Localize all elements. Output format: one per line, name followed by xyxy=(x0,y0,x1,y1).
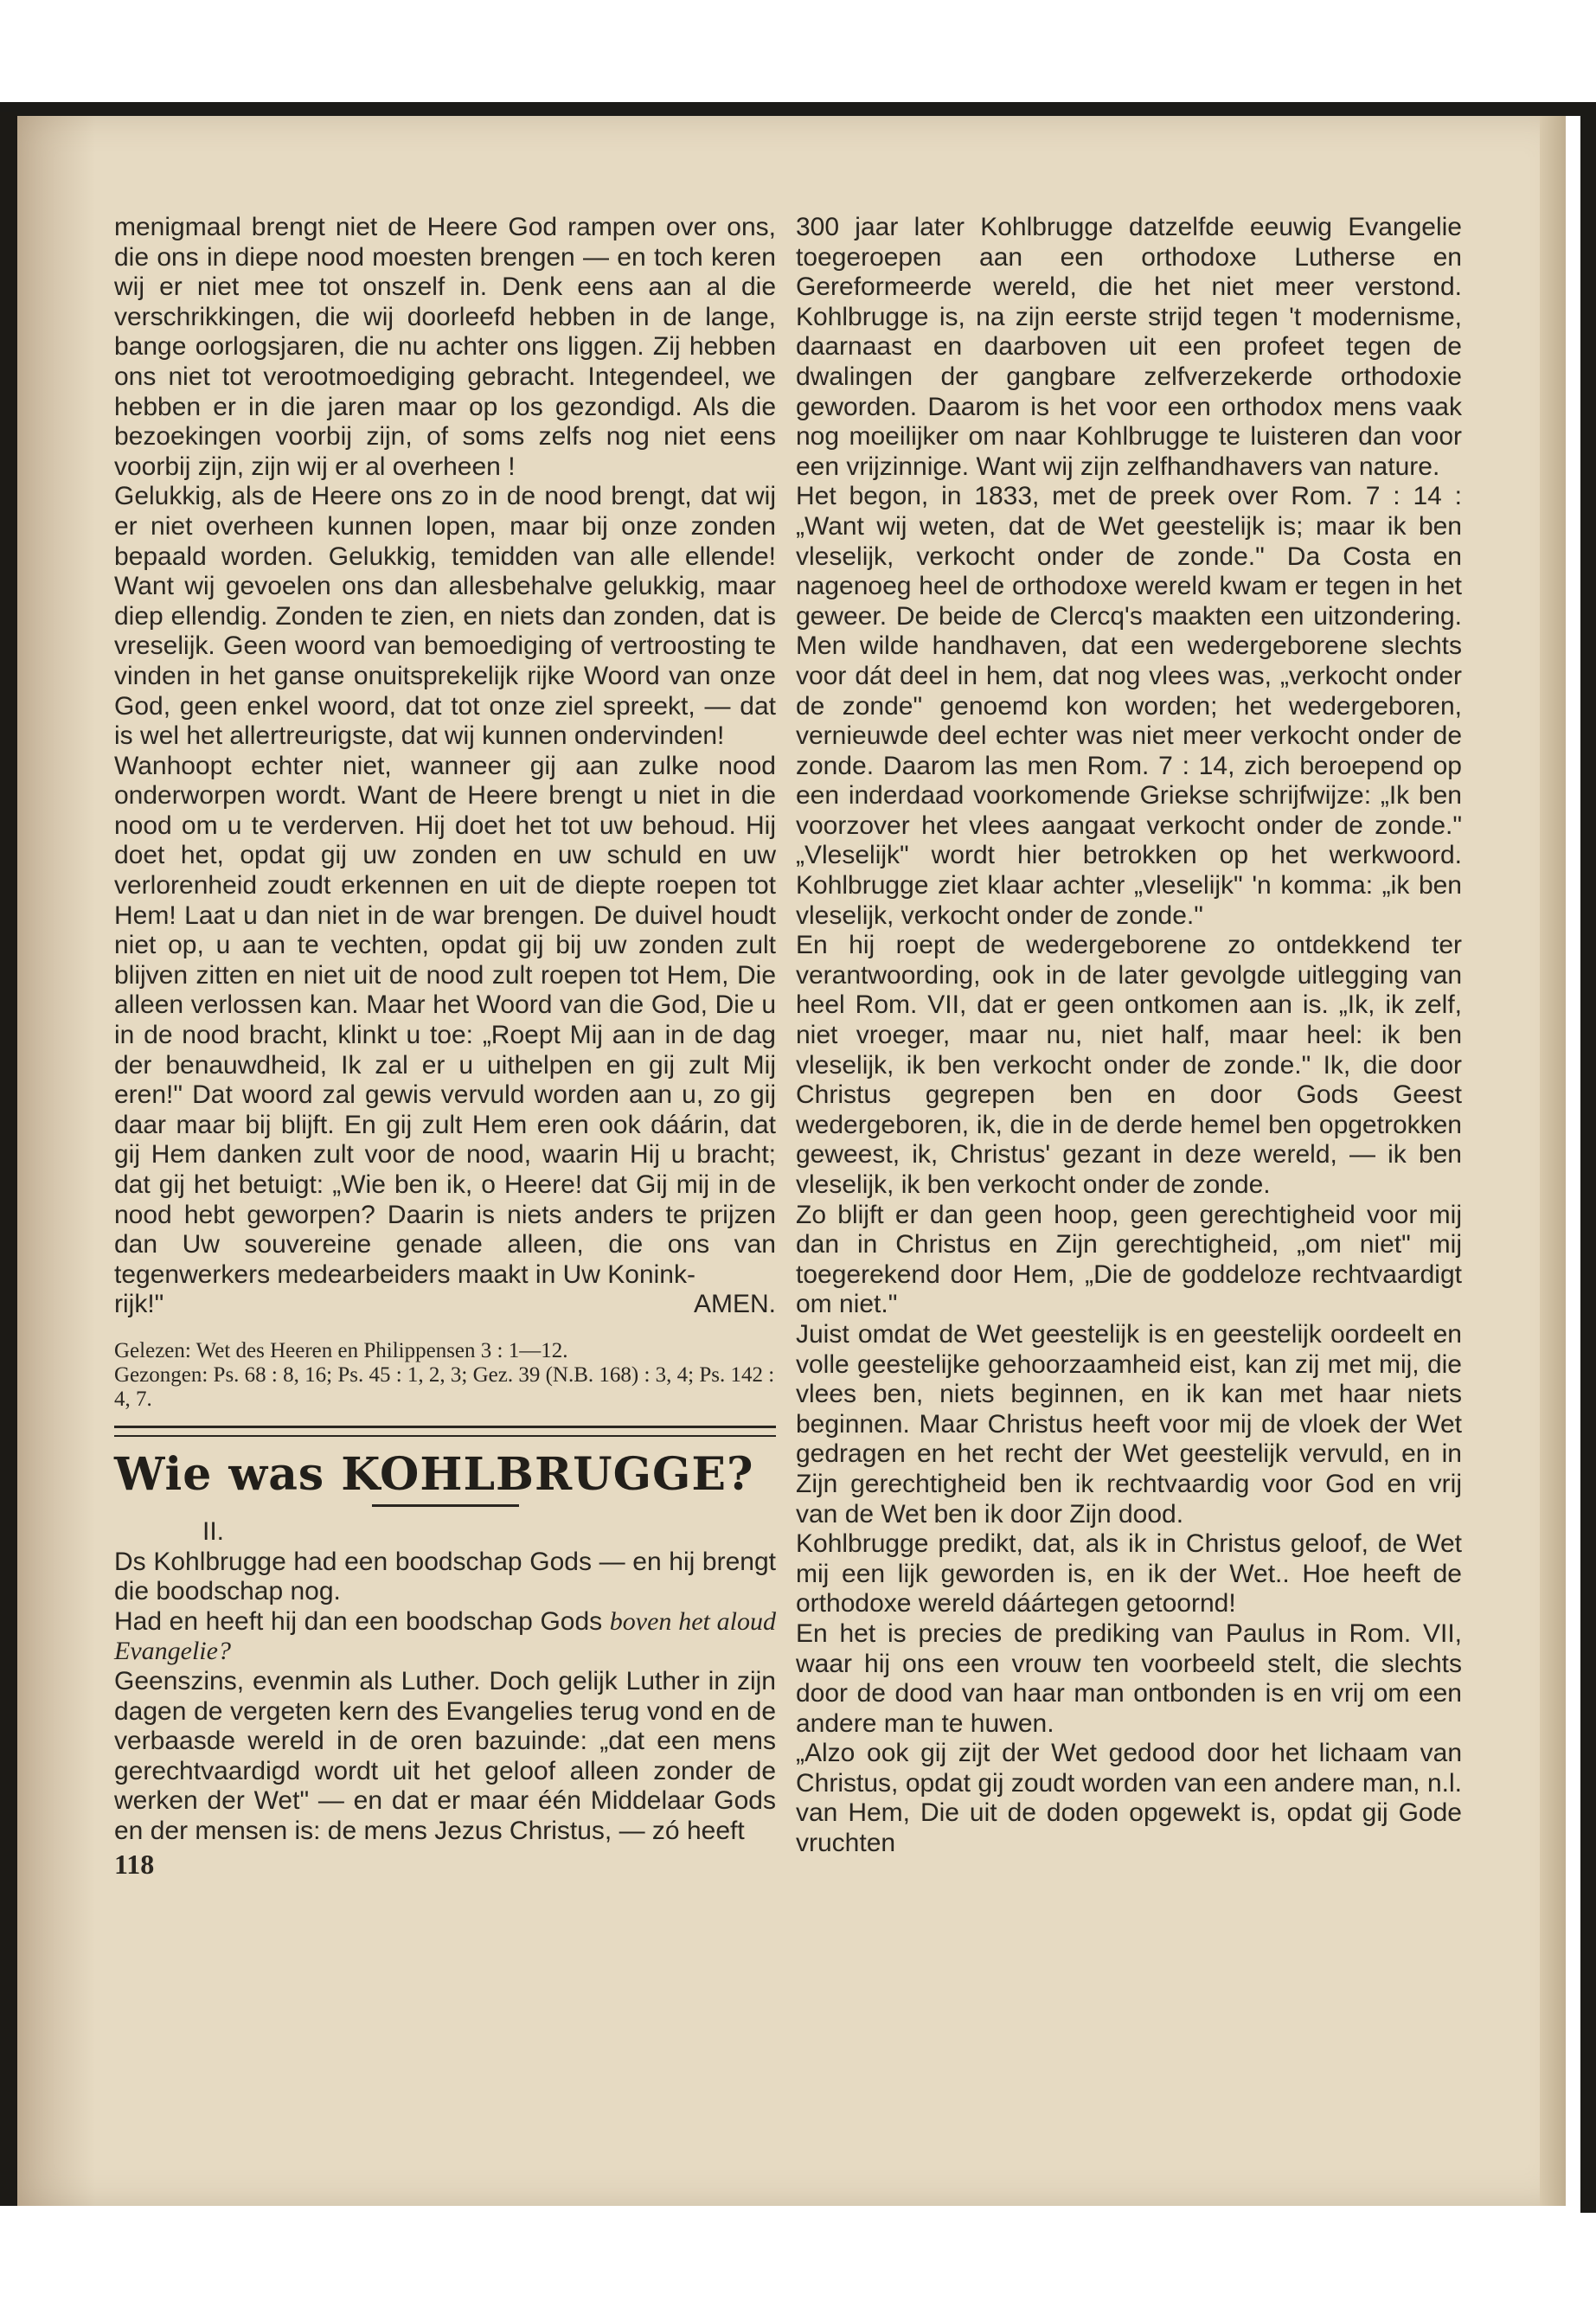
hymns-note: Gezongen: Ps. 68 : 8, 16; Ps. 45 : 1, 2, 3; Gez. 39 (N.B. 168) : 3, 4; Ps. 142 : 4, 7. xyxy=(114,1362,775,1411)
article-part: II. xyxy=(202,1516,225,1546)
book-spine xyxy=(0,112,17,2206)
readings-note: Gelezen: Wet des Heeren en Philippensen 3 : 1—12. xyxy=(114,1338,568,1362)
sermon-paragraph-1: menigmaal brengt niet de Heere God rampen over ons, die ons in diepe nood moesten brengen — en toch keren wij er niet mee tot onszelf in. Denk eens aan al die verschrikkingen, die wij doorleefd hebben in de lange, bange oorlogsjaren, die nu achter ons liggen. Zij hebben ons niet tot verootmoediging gebracht. Integendeel, we hebben er in die jaren maar op los gezondigd. Als die bezoekingen voorbij zijn, of soms zelfs nog niet eens voorbij zijn, zijn wij er al overheen ! xyxy=(114,213,776,481)
scan-top-border xyxy=(0,102,1596,116)
right-paragraph-5: Juist omdat de Wet geestelijk is en geestelijk oordeelt en volle geestelijke gehoorzaamheid eist, kan zij met mij, die vlees ben, niets beginnen, en ik kan met haar niets beginnen. Maar Christus heeft voor mij de vloek der Wet gedragen en het recht der Wet geestelijk vervuld, en in Zijn gerechtigheid ben ik rechtvaardig voor God en vrij van de Wet ben ik door Zijn dood. xyxy=(796,1319,1462,1529)
page-edge xyxy=(1540,116,1566,2206)
sermon-paragraph-3: Wanhoopt echter niet, wanneer gij aan zulke nood onderworpen wordt. Want de Heere brengt u niet in die nood om u te verderven. Hij doet het tot uw behoud. Hij doet het, opdat gij uw zonden en uw schuld en uw verlorenheid zoudt erkennen en uit de diepte roepen tot Hem! Laat u dan niet in de war brengen. De duivel houdt niet op, u aan te vechten, opdat gij bij uw zonden zult blijven zitten en niet uit de nood zult roepen tot Hem, Die alleen verlossen kan. Maar het Woord van die God, Die u in de nood bracht, klinkt u toe: „Roept Mij aan in de dag der benauwdheid, Ik zal er u uithelpen en gij zult Mij eren!" Dat woord zal gewis vervuld worden aan u, zo gij daar maar bij blijft. En gij zult Hem eren ook dáárin, dat gij Hem danken zult voor de nood, waarin Hij u bracht; dat gij het betuigt: „Wie ben ik, o Heere! dat Gij mij in de nood hebt geworpen? Daarin is niets anders te prijzen dan Uw souvereine genade alleen, die ons van tegenwerkers medearbeiders maakt in Uw Konink- xyxy=(114,751,776,1289)
right-paragraph-8: „Alzo ook gij zijt der Wet gedood door het lichaam van Christus, opdat gij zoudt worden van een andere man, n.l. van Hem, Die uit de doden opgewekt is, opdat gij Gode vruchten xyxy=(796,1739,1462,1858)
right-paragraph-2: Het begon, in 1833, met de preek over Rom. 7 : 14 : „Want wij weten, dat de Wet geestelijk is; maar ik ben vleselijk, verkocht onder de zonde." Da Costa en nagenoeg heel de orthodoxe wereld kwam er tegen in het geweer. De beide de Clercq's maakten een uitzondering. Men wilde handhaven, dat een wedergeborene slechts voor dát deel in hem, dat nog vlees was, „verkocht onder de zonde" genoemd kon worden; het wedergeboren, vernieuwde deel echter was niet meer verkocht onder de zonde. Daarom las men Rom. 7 : 14, zich beroepend op een inderdaad voorkomende Griekse schrijfwijze: „Ik ben voorzover het vlees aangaat verkocht onder de zonde." „Vleselijk" wordt hier betrokken op het werkwoord. Kohlbrugge ziet klaar achter „vleselijk" 'n komma: „ik ben vleselijk, verkocht onder de zonde." xyxy=(796,482,1462,930)
section-divider xyxy=(114,1426,776,1437)
right-paragraph-7: En het is precies de prediking van Paulus in Rom. VII, waar hij ons een vrouw ten voorbeeld stelt, die slechts door de dood van haar man ontbonden is en vrij om een andere man te huwen. xyxy=(796,1618,1462,1738)
sermon-paragraph-2: Gelukkig, als de Heere ons zo in de nood brengt, dat wij er niet overheen kunnen lopen, maar bij onze zonden bepaald worden. Gelukkig, temidden van alle ellende! Want wij gevoelen ons dan allesbehalve gelukkig, maar diep ellendig. Zonden te zien, en niets dan zonden, dat is vreselijk. Geen woord van bemoediging of vertroosting te vinden in het ganse onuitsprekelijk rijke Woord van onze God, geen enkel woord, dat tot onze ziel spreekt, — dat is wel het allertreurigste, dat wij kunnen ondervinden! xyxy=(114,482,776,751)
closing-word: rijk!" xyxy=(114,1290,164,1319)
service-notes xyxy=(114,1339,776,1412)
right-paragraph-1: 300 jaar later Kohlbrugge datzelfde eeuwig Evangelie toegeroepen aan een orthodoxe Lutherse en Gereformeerde wereld, die het niet meer verstond. Kohlbrugge is, na zijn eerste strijd tegen 't modernisme, daarnaast en daarboven uit een profeet tegen de dwalingen der gangbare zelfverzekerde orthodoxie geworden. Daarom is het voor een orthodox mens vaak nog moeilijker om naar Kohlbrugge te luisteren dan voor een vrijzinnige. Want wij zijn zelfhandhavers van nature. xyxy=(796,213,1462,481)
article-question: Had en heeft hij dan een boodschap Gods xyxy=(114,1606,603,1636)
article-paragraph-3: Geenszins, evenmin als Luther. Doch gelijk Luther in zijn dagen de vergeten kern des Evangelies terug vond en de verbaasde wereld in de oren bazuinde: „dat een mens gerechtvaardigd wordt uit het geloof alleen zonder de werken der Wet" — en dat er maar één Middelaar Gods en der mensen is: de mens Jezus Christus, — zó heeft xyxy=(114,1666,776,1845)
page-number: 118 xyxy=(114,1848,155,1880)
title-underline xyxy=(372,1504,519,1507)
article-question-italic: boven het aloud Evangelie? xyxy=(114,1606,777,1666)
left-column xyxy=(114,213,776,1881)
book-page xyxy=(17,116,1566,2206)
article-title: Wie was KOHLBRUGGE? xyxy=(114,1447,754,1501)
article-paragraph-2 xyxy=(114,1607,776,1667)
right-paragraph-4: Zo blijft er dan geen hoop, geen gerechtigheid voor mij dan in Christus en Zijn gerechtigheid, „om niet" mij toegerekend door Hem, „Die de goddeloze rechtvaardigt om niet." xyxy=(796,1200,1462,1319)
right-column xyxy=(796,213,1462,1859)
right-paragraph-6: Kohlbrugge predikt, dat, als ik in Christus geloof, de Wet mij een lijk geworden is, en ik der Wet.. Hoe heeft de orthodoxe wereld dáártegen getoornd! xyxy=(796,1529,1462,1618)
closing-line xyxy=(114,1290,776,1320)
amen: AMEN. xyxy=(693,1290,776,1319)
right-paragraph-3: En hij roept de wedergeborene zo ontdekkend ter verantwoording, ook in de later gevolgde uitlegging van heel Rom. VII, dat er geen ontkomen aan is. „Ik, ik zelf, niet vroeger, maar nu, niet half, maar heel: ik ben vleselijk, ik ben verkocht onder de zonde." Ik, die door Christus gegrepen ben en door Gods Geest wedergeboren, ik, die in de derde hemel ben opgetrokken geweest, ik, Christus' gezant in deze wereld, — ik ben vleselijk, ik ben verkocht onder de zonde. xyxy=(796,931,1462,1199)
scan-right-border xyxy=(1580,102,1596,2213)
gutter-shadow xyxy=(17,116,95,2206)
article-paragraph-1: Ds Kohlbrugge had een boodschap Gods — en hij brengt die boodschap nog. xyxy=(114,1547,776,1606)
